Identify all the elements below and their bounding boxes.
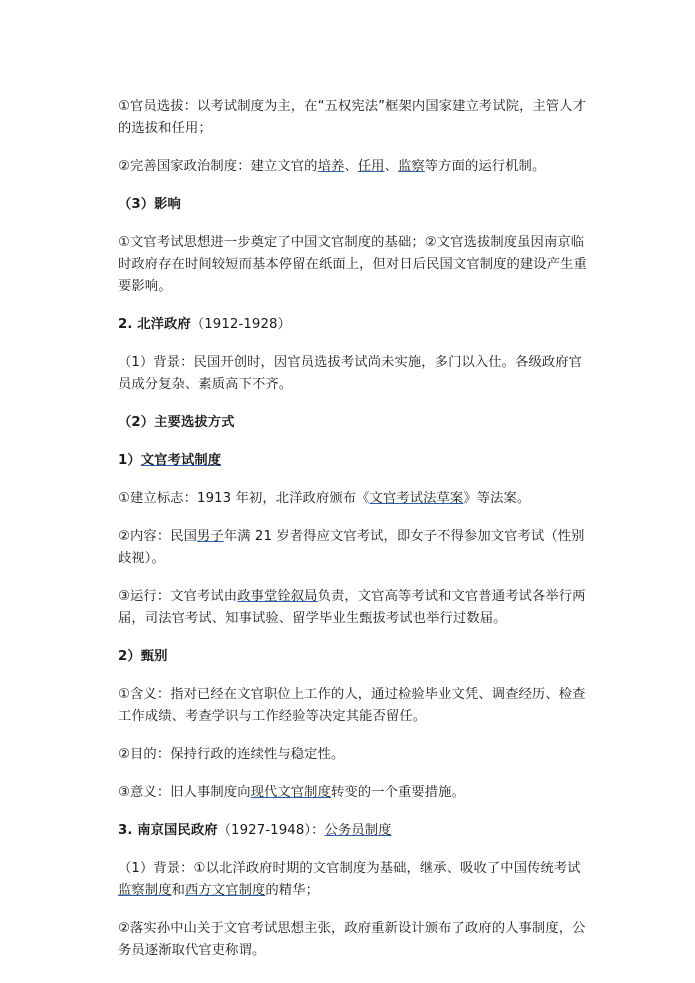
heading-influence: （3）影响 <box>118 197 181 212</box>
link-supervision-system[interactable]: 监察制度 <box>118 883 172 898</box>
text: 》等法案。 <box>463 491 531 506</box>
link-civil-exam-system[interactable]: 文官考试制度 <box>140 453 222 468</box>
link-appointment[interactable]: 任用 <box>357 159 385 174</box>
text: （1）背景：①以北洋政府时期的文官制度为基础，继承、吸收了中国传统考试 <box>118 861 581 876</box>
link-exam-law-draft[interactable]: 文官考试法草案 <box>369 491 464 506</box>
separator: 、 <box>384 159 398 174</box>
link-western-civil-system[interactable]: 西方文官制度 <box>185 883 266 898</box>
text: ②完善国家政治制度：建立文官的 <box>118 159 318 174</box>
heading-selection-methods: （2）主要选拔方式 <box>118 415 235 430</box>
heading-number: 1） <box>118 453 141 468</box>
text: 的精华； <box>265 883 319 898</box>
text: ①建立标志：1913 年初，北洋政府颁布《 <box>118 491 370 506</box>
paragraph-purpose: ②目的：保持行政的连续性与稳定性。 <box>118 747 345 762</box>
heading-years: （1912-1928） <box>190 317 291 332</box>
paragraph-nanjing-background <box>118 858 588 902</box>
heading-years: （1927-1948）： <box>217 823 325 838</box>
paragraph-content <box>118 526 588 570</box>
paragraph-official-selection: ①官员选拔：以考试制度为主，在“五权宪法”框架内国家建立考试院，主管人才的选拔和任用； <box>118 99 587 136</box>
paragraph-background: （1）背景：民国开创时，因官员选拔考试尚未实施，多门以入仕。各级政府官员成分复杂、素质高下不齐。 <box>118 355 583 392</box>
paragraph-operation <box>118 586 588 630</box>
text: 等方面的运行机制。 <box>424 159 546 174</box>
text: 负责，文官高等考试和文官普通考试各举行两届，司法官考试、知事试验、留学毕业生甄拔考试也举行过数届。 <box>118 589 586 626</box>
paragraph-political-system <box>118 156 588 178</box>
heading-exam-system <box>118 450 588 472</box>
heading-beiyang-government <box>118 314 588 336</box>
text: 年满 21 岁者得应文官考试，即女子不得参加文官考试（性别歧视）。 <box>118 529 585 566</box>
separator: 、 <box>344 159 358 174</box>
link-male[interactable]: 男子 <box>197 529 224 544</box>
text: ③意义：旧人事制度向 <box>118 785 251 800</box>
link-bureau[interactable]: 政事堂铨叙局 <box>237 589 318 604</box>
link-supervision[interactable]: 监察 <box>397 159 425 174</box>
paragraph-meaning: ①含义：指对已经在文官职位上工作的人，通过检验毕业文凭、调查经历、检查工作成绩、考查学识与工作经验等决定其能否留任。 <box>118 687 586 724</box>
paragraph-significance <box>118 782 588 804</box>
document-body <box>118 96 588 978</box>
paragraph-establishment <box>118 488 588 510</box>
paragraph-sun-yatsen: ②落实孙中山关于文官考试思想主张，政府重新设计颁布了政府的人事制度，公务员逐渐取代官吏称谓。 <box>118 921 586 958</box>
text: ②内容：民国 <box>118 529 198 544</box>
text: 和 <box>171 883 185 898</box>
heading-title: 2. 北洋政府 <box>118 317 191 332</box>
heading-nanjing-government <box>118 820 588 842</box>
text: ③运行：文官考试由 <box>118 589 238 604</box>
link-civil-servant-system[interactable]: 公务员制度 <box>324 823 392 838</box>
link-training[interactable]: 培养 <box>317 159 345 174</box>
paragraph-influence: ①文官考试思想进一步奠定了中国文官制度的基础；②文官选拔制度虽因南京临时政府存在时间较短而基本停留在纸面上，但对日后民国文官制度的建设产生重要影响。 <box>118 235 587 294</box>
link-modern-civil-system[interactable]: 现代文官制度 <box>250 785 331 800</box>
heading-title: 3. 南京国民政府 <box>118 823 218 838</box>
text: 转变的一个重要措施。 <box>330 785 465 800</box>
heading-screening: 2）甄别 <box>118 649 168 664</box>
